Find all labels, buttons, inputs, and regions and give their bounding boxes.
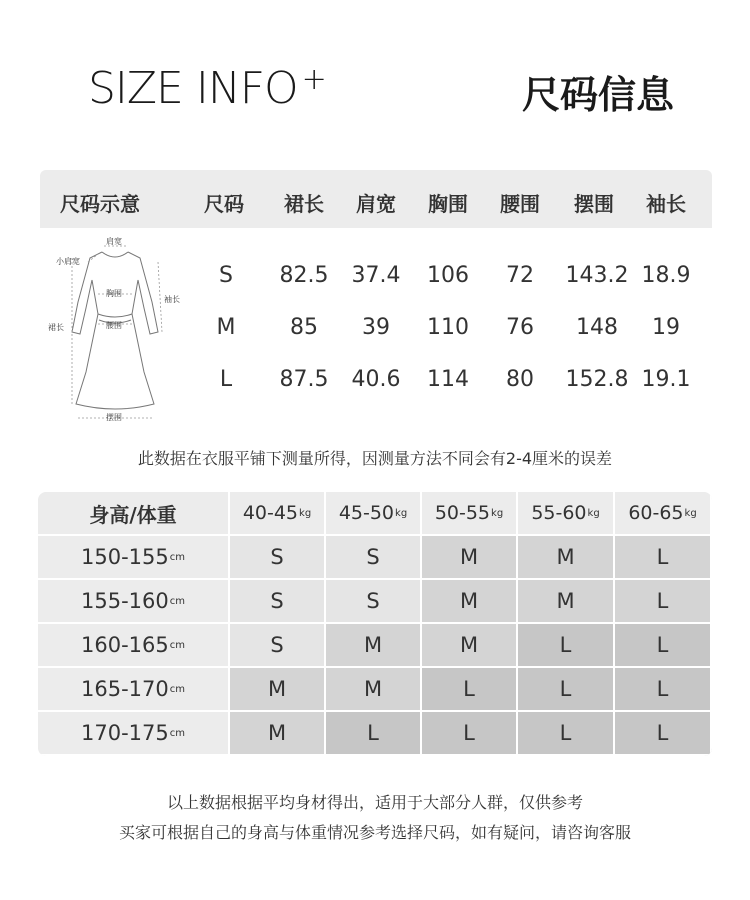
cell-shoulder: 40.6	[351, 367, 401, 392]
footer-note-1: 以上数据根据平均身材得出，适用于大部分人群，仅供参考	[166, 793, 583, 812]
cell-hem: 152.8	[565, 367, 629, 392]
size-cell: L	[518, 624, 615, 668]
recommendation-grid	[38, 492, 712, 756]
measurement-table-header	[40, 170, 712, 228]
size-cell: M	[326, 624, 422, 668]
size-cell: L	[615, 624, 712, 668]
title-english-text: SIZE INFO	[88, 63, 298, 114]
title-chinese: 尺码信息	[521, 73, 674, 117]
weight-range: 45-50	[338, 502, 395, 524]
cell-waist: 80	[506, 367, 534, 392]
cell-length: 85	[290, 315, 318, 340]
size-cell: L	[615, 712, 712, 756]
height-header	[38, 624, 230, 668]
header-size: 尺码	[204, 192, 244, 216]
header-waist: 腰围	[500, 192, 540, 216]
header-chest: 胸围	[428, 192, 468, 216]
size-cell: L	[326, 712, 422, 756]
height-range: 170-175	[81, 721, 169, 745]
cell-size: L	[219, 367, 233, 392]
size-cell: L	[615, 668, 712, 712]
cell-length: 87.5	[279, 367, 329, 392]
height-header	[38, 536, 230, 580]
weight-header	[518, 492, 615, 536]
size-cell: L	[518, 712, 615, 756]
header-sleeve: 袖长	[646, 192, 686, 216]
size-cell: M	[422, 624, 518, 668]
weight-range: 60-65	[628, 502, 684, 524]
cell-chest: 114	[427, 367, 469, 392]
weight-header	[326, 492, 422, 536]
diagram-label-length: 裙长	[48, 323, 64, 332]
cell-shoulder: 39	[362, 315, 390, 340]
height-unit: cm	[169, 683, 185, 695]
cell-hem: 148	[576, 315, 618, 340]
cell-size: M	[216, 315, 236, 340]
weight-unit: kg	[587, 507, 600, 519]
measurement-note: 此数据在衣服平铺下测量所得，因测量方法不同会有2-4厘米的误差	[137, 449, 613, 468]
cell-size: S	[219, 263, 233, 288]
weight-header	[422, 492, 518, 536]
height-header	[38, 668, 230, 712]
diagram-label-chest: 胸围	[106, 289, 122, 298]
size-cell: L	[615, 580, 712, 624]
size-cell: M	[518, 580, 615, 624]
height-header	[38, 712, 230, 756]
cell-chest: 110	[427, 315, 469, 340]
height-header	[38, 580, 230, 624]
height-range: 150-155	[81, 545, 169, 569]
header-length: 裙长	[284, 192, 324, 216]
size-cell: L	[615, 536, 712, 580]
height-unit: cm	[169, 727, 185, 739]
size-cell: S	[230, 580, 326, 624]
height-unit: cm	[169, 551, 185, 563]
weight-header	[615, 492, 712, 536]
height-range: 165-170	[81, 677, 169, 701]
cell-sleeve: 19.1	[641, 367, 691, 392]
footer-note-2: 买家可根据自己的身高与体重情况参考选择尺码，如有疑问，请咨询客服	[118, 823, 631, 842]
plus-icon: +	[301, 62, 326, 97]
size-cell: M	[422, 580, 518, 624]
size-cell: L	[422, 668, 518, 712]
weight-unit: kg	[299, 507, 312, 519]
size-cell: M	[230, 668, 326, 712]
size-cell: L	[518, 668, 615, 712]
weight-unit: kg	[491, 507, 504, 519]
height-unit: cm	[169, 595, 185, 607]
height-unit: cm	[169, 639, 185, 651]
cell-waist: 76	[506, 315, 534, 340]
dress-diagram	[40, 232, 190, 427]
cell-waist: 72	[506, 263, 534, 288]
diagram-label-hem: 摆围	[106, 413, 122, 422]
cell-shoulder: 37.4	[351, 263, 401, 288]
diagram-label-waist: 腰围	[106, 321, 122, 330]
header-hem: 摆围	[574, 192, 614, 216]
weight-unit: kg	[684, 507, 697, 519]
size-cell: S	[326, 536, 422, 580]
size-cell: M	[518, 536, 615, 580]
cell-sleeve: 19	[652, 315, 680, 340]
height-range: 155-160	[81, 589, 169, 613]
cell-hem: 143.2	[565, 263, 629, 288]
weight-unit: kg	[395, 507, 408, 519]
header-shoulder: 肩宽	[356, 192, 396, 216]
weight-range: 50-55	[434, 502, 491, 524]
height-range: 160-165	[81, 633, 169, 657]
corner-header: 身高/体重	[38, 492, 230, 536]
diagram-label-small-shoulder: 小肩宽	[56, 257, 80, 266]
size-cell: M	[422, 536, 518, 580]
cell-chest: 106	[427, 263, 469, 288]
diagram-label-sleeve: 袖长	[164, 295, 180, 304]
weight-range: 40-45	[242, 502, 299, 524]
weight-header	[230, 492, 326, 536]
size-cell: S	[230, 536, 326, 580]
diagram-label-shoulder: 肩宽	[106, 237, 122, 246]
header-diagram: 尺码示意	[60, 192, 140, 216]
title-english	[88, 62, 326, 114]
measurement-table	[40, 170, 712, 228]
weight-range: 55-60	[531, 502, 587, 524]
size-cell: M	[326, 668, 422, 712]
size-cell: L	[422, 712, 518, 756]
size-cell: S	[326, 580, 422, 624]
size-cell: M	[230, 712, 326, 756]
cell-length: 82.5	[279, 263, 329, 288]
size-recommendation-table	[38, 492, 712, 756]
cell-sleeve: 18.9	[641, 263, 691, 288]
size-cell: S	[230, 624, 326, 668]
